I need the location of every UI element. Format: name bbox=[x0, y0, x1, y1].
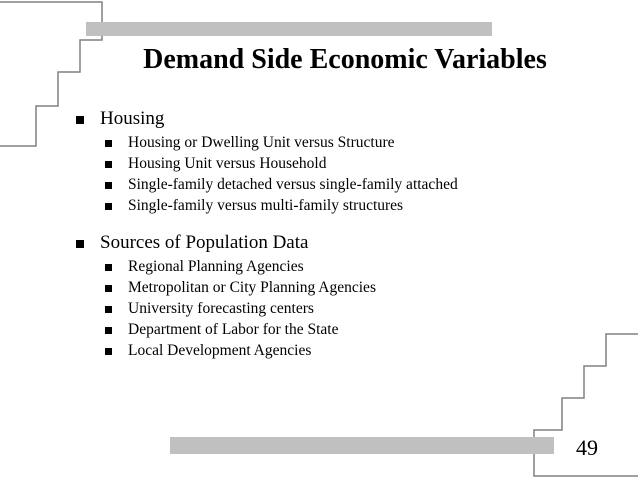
section-heading bbox=[76, 230, 616, 256]
square-bullet-icon bbox=[105, 306, 112, 313]
list-item-text: Housing Unit versus Household bbox=[128, 155, 327, 172]
slide-content bbox=[76, 106, 616, 361]
list-item-text: Single-family versus multi-family structures bbox=[128, 197, 404, 214]
list-item bbox=[76, 195, 616, 216]
square-bullet-icon bbox=[105, 182, 112, 189]
square-bullet-icon bbox=[105, 285, 112, 292]
slide-title: Demand Side Economic Variables bbox=[143, 44, 547, 75]
list-item-text: Local Development Agencies bbox=[128, 342, 312, 359]
square-bullet-icon bbox=[76, 116, 84, 124]
section-heading bbox=[76, 106, 616, 132]
list-item-text: Single-family detached versus single-family attached bbox=[128, 176, 458, 193]
list-item-text: Housing or Dwelling Unit versus Structure bbox=[128, 134, 395, 151]
list-item-text: Metropolitan or City Planning Agencies bbox=[128, 279, 376, 296]
square-bullet-icon bbox=[105, 348, 112, 355]
page-number: 49 bbox=[576, 435, 598, 460]
bottom-decorative-bar bbox=[170, 437, 554, 454]
list-item bbox=[76, 132, 616, 153]
section-population-data-sources bbox=[76, 230, 616, 361]
list-item-text: Department of Labor for the State bbox=[128, 321, 339, 338]
list-item-text: University forecasting centers bbox=[128, 300, 314, 317]
square-bullet-icon bbox=[105, 161, 112, 168]
list-item bbox=[76, 174, 616, 195]
section-housing bbox=[76, 106, 616, 216]
square-bullet-icon bbox=[105, 140, 112, 147]
square-bullet-icon bbox=[76, 240, 84, 248]
square-bullet-icon bbox=[105, 327, 112, 334]
square-bullet-icon bbox=[105, 264, 112, 271]
list-item bbox=[76, 340, 616, 361]
list-item bbox=[76, 153, 616, 174]
list-item bbox=[76, 256, 616, 277]
square-bullet-icon bbox=[105, 203, 112, 210]
list-item bbox=[76, 319, 616, 340]
section-heading-text: Housing bbox=[100, 108, 165, 129]
list-item-text: Regional Planning Agencies bbox=[128, 258, 304, 275]
list-item bbox=[76, 277, 616, 298]
top-decorative-bar bbox=[86, 22, 492, 36]
section-heading-text: Sources of Population Data bbox=[100, 232, 309, 253]
list-item bbox=[76, 298, 616, 319]
